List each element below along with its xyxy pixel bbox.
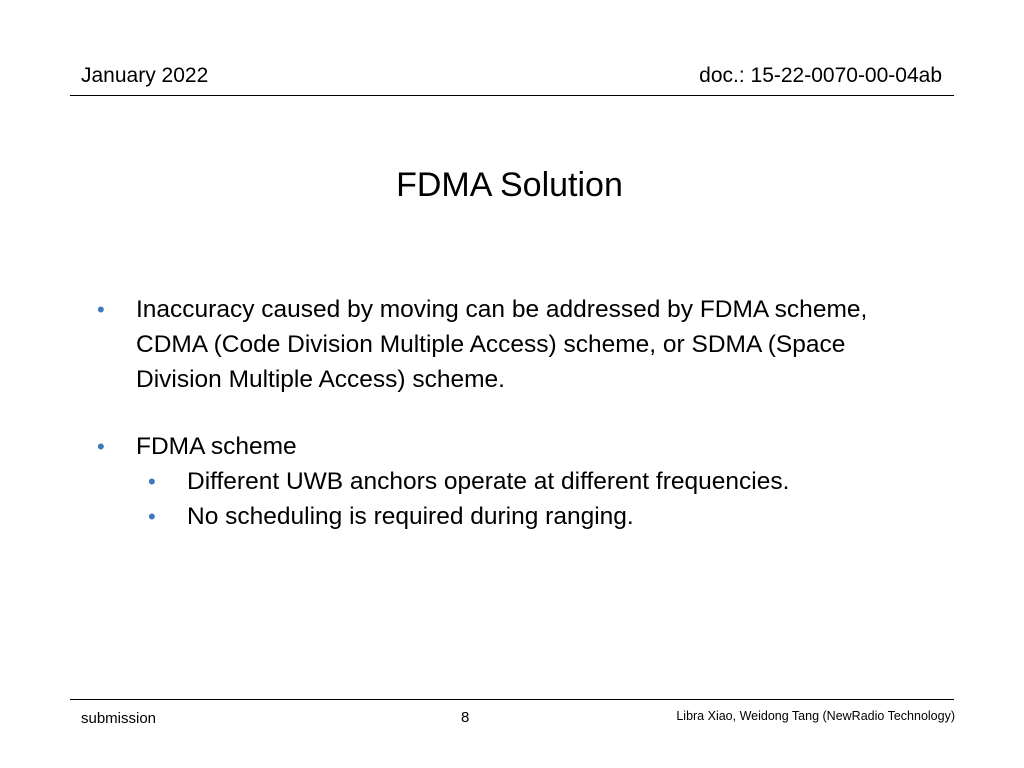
footer-page-number: 8 bbox=[461, 709, 470, 726]
bullet-dot-icon: • bbox=[148, 504, 156, 529]
sub-bullet-text: Different UWB anchors operate at different frequencies. bbox=[187, 468, 790, 495]
bullet-item bbox=[96, 429, 936, 534]
slide-content bbox=[96, 292, 936, 534]
slide-title: FDMA Solution bbox=[396, 166, 623, 204]
bullet-dot-icon: • bbox=[148, 469, 156, 494]
bullet-dot-icon: • bbox=[97, 297, 105, 322]
header-divider bbox=[70, 95, 954, 96]
footer-submission-label: submission bbox=[81, 710, 157, 727]
footer-divider bbox=[70, 699, 954, 700]
header-doc-number: doc.: 15-22-0070-00-04ab bbox=[699, 64, 942, 87]
sub-bullet-text: No scheduling is required during ranging. bbox=[187, 503, 634, 530]
bullet-text: FDMA scheme bbox=[136, 433, 297, 460]
sub-bullet-item bbox=[136, 499, 936, 534]
footer-authors: Libra Xiao, Weidong Tang (NewRadio Technology) bbox=[676, 709, 955, 723]
bullet-text: Inaccuracy caused by moving can be addressed by FDMA scheme, CDMA (Code Division Multiple Access) scheme, or SDMA (Space Division Multiple Access) scheme. bbox=[136, 296, 868, 393]
bullet-item bbox=[96, 292, 936, 397]
bullet-dot-icon: • bbox=[97, 434, 105, 459]
header-date: January 2022 bbox=[81, 64, 209, 87]
sub-bullet-item bbox=[136, 464, 936, 499]
sub-bullet-list bbox=[136, 464, 936, 534]
